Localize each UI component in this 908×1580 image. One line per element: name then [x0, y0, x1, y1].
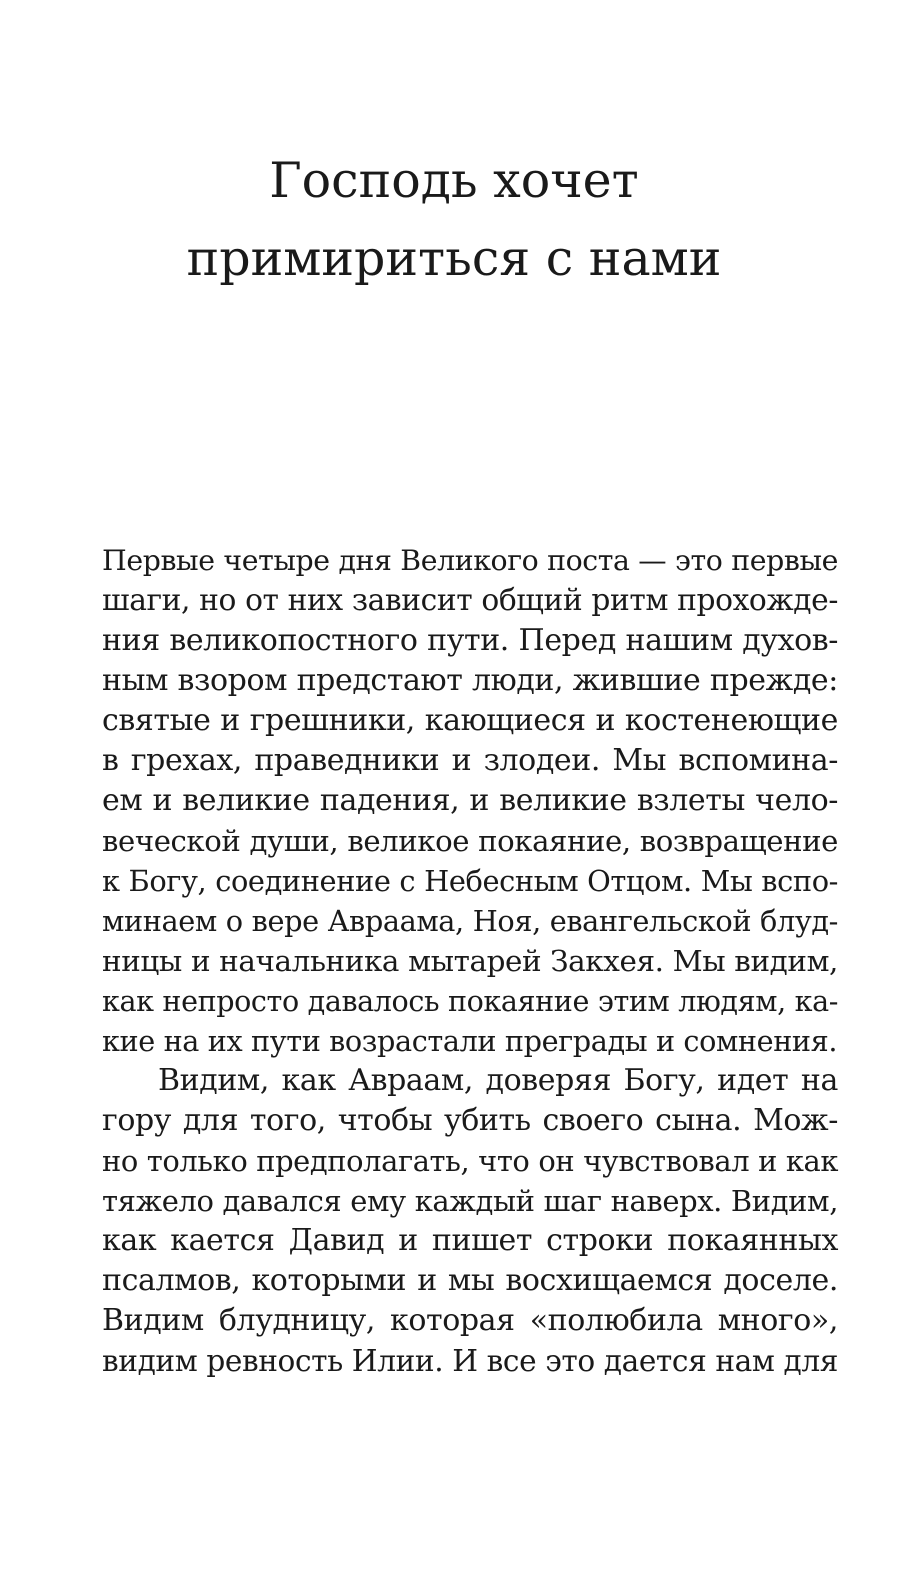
text-line: ния великопостного пути. Перед нашим духов- — [102, 623, 838, 658]
text-line: к Богу, соединение с Небесным Отцом. Мы вспо- — [102, 864, 838, 898]
text-line: святые и грешники, кающиеся и костенеющие — [102, 703, 838, 738]
text-line: Первые четыре дня Великого поста — это первые — [102, 544, 838, 577]
paragraph-2 — [102, 1061, 838, 1381]
text-line: в грехах, праведники и злодеи. Мы вспомина- — [102, 743, 838, 778]
body-text — [102, 541, 838, 1381]
text-line: как непросто давалось покаяние этим людям, ка- — [102, 984, 838, 1018]
text-line: видим ревность Илии. И все это дается нам для — [102, 1344, 838, 1378]
text-line: псалмов, которыми и мы восхищаемся доселе. — [102, 1263, 838, 1298]
paragraph-1 — [102, 541, 838, 1061]
text-line: но только предполагать, что он чувствовал и как — [102, 1144, 838, 1178]
text-line: кие на их пути возрастали преграды и сомнения. — [102, 1024, 838, 1058]
text-line: Видим блудницу, которая «полюбила много», — [102, 1303, 838, 1338]
text-line: как кается Давид и пишет строки покаянных — [102, 1223, 838, 1258]
text-line: тяжело давался ему каждый шаг наверх. Видим, — [102, 1184, 838, 1218]
text-line: шаги, но от них зависит общий ритм прохожде- — [102, 583, 838, 618]
chapter-title-line-1: Господь хочет — [269, 152, 639, 209]
text-line: ным взором предстают люди, жившие прежде: — [102, 663, 838, 698]
text-line: ем и великие падения, и великие взлеты чело- — [102, 783, 838, 818]
chapter-title-line-2: примириться с нами — [186, 230, 722, 287]
text-line: ницы и начальника мытарей Закхея. Мы видим, — [102, 944, 838, 978]
chapter-title — [0, 142, 908, 298]
text-line: Видим, как Авраам, доверяя Богу, идет на — [158, 1063, 838, 1098]
text-line: минаем о вере Авраама, Ноя, евангельской блуд- — [102, 904, 838, 938]
text-line: веческой души, великое покаяние, возвращение — [102, 824, 838, 858]
text-line: гору для того, чтобы убить своего сына. Мож- — [102, 1103, 838, 1138]
